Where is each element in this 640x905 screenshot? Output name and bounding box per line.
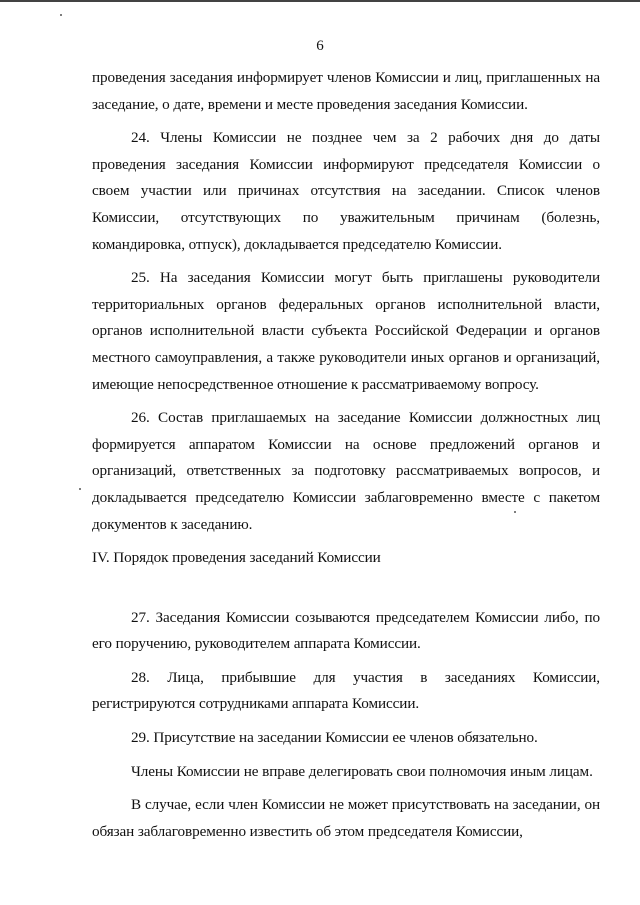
paragraph-continuation: проведения заседания информирует членов Комиссии и лиц, приглашенных на заседание, о дате, времени и месте проведения заседания Комиссии. — [92, 69, 600, 113]
paragraph-26: 26. Состав приглашаемых на заседание Комиссии должностных лиц формируется аппаратом Комиссии на основе предложений органов и организаций, ответственных за подготовку рассматриваемых вопросов, и докладывается председателю Комиссии заблаговременно вместе с пакетом документов к заседанию. — [92, 409, 600, 533]
paragraph-absence: В случае, если член Комиссии не может присутствовать на заседании, он обязан заблаговременно известить об этом председателя Комиссии, — [92, 796, 600, 840]
paragraph-27: 27. Заседания Комиссии созываются председателем Комиссии либо, по его поручению, руководителем аппарата Комиссии. — [92, 608, 600, 653]
paragraph-29: 29. Присутствие на заседании Комиссии ее членов обязательно. — [131, 729, 538, 747]
scan-edge-line — [0, 0, 640, 2]
paragraph-25: 25. На заседания Комиссии могут быть приглашены руководители территориальных органов федеральных органов исполнительной власти, органов исполнительной власти субъекта Российской Федерации и органов местного самоуправления, а также руководители иных органов и организаций, имеющие непосредственное отношение к рассматриваемому вопросу. — [92, 269, 600, 393]
section-heading: IV. Порядок проведения заседаний Комиссии — [92, 549, 381, 567]
scan-speck — [60, 14, 62, 16]
scan-speck — [79, 488, 81, 490]
paragraph-delegation: Члены Комиссии не вправе делегировать свои полномочия иным лицам. — [131, 762, 593, 780]
page-number: 6 — [316, 38, 324, 54]
paragraph-28: 28. Лица, прибывшие для участия в заседаниях Комиссии, регистрируются сотрудниками аппарата Комиссии. — [92, 668, 600, 713]
document-body — [92, 65, 600, 845]
paragraph-24: 24. Члены Комиссии не позднее чем за 2 рабочих дня до даты проведения заседания Комиссии информируют председателя Комиссии о своем участии или причинах отсутствия на заседании. Список членов Комиссии, отсутствующих по уважительным причинам (болезнь, командировка, отпуск), докладывается председателю Комиссии. — [92, 129, 600, 253]
